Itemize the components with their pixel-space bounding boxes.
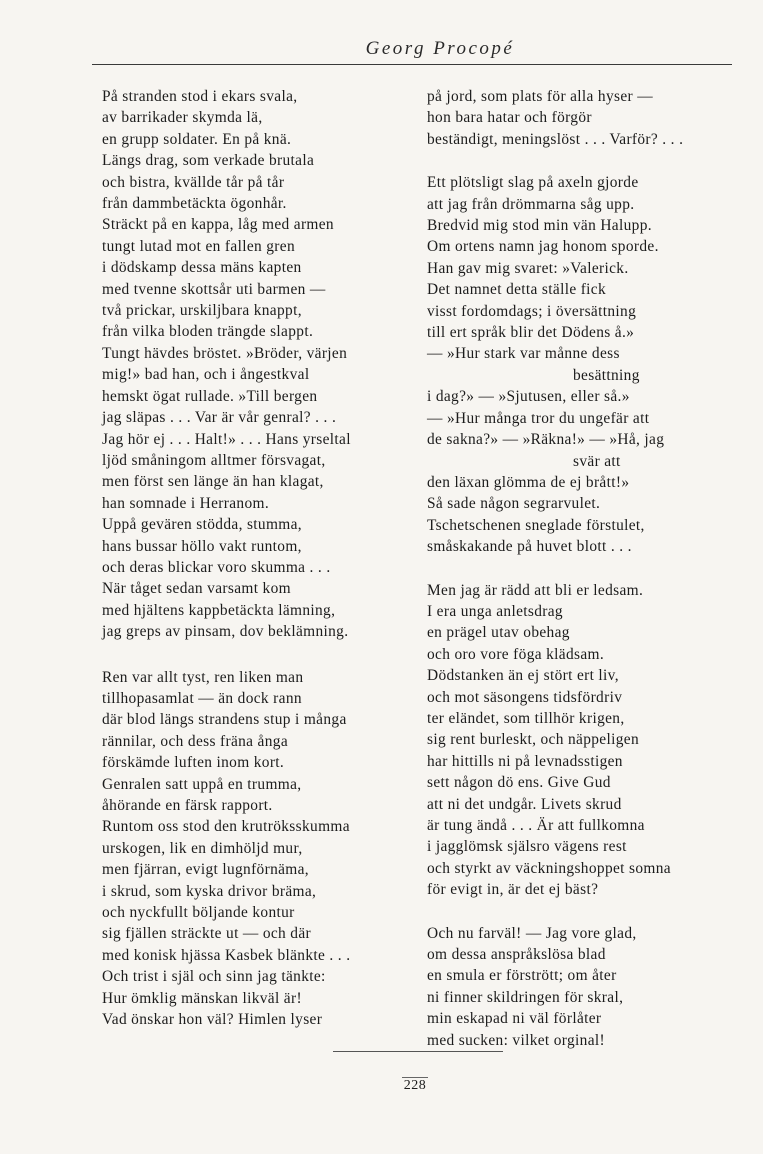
right-column — [427, 86, 747, 1051]
poem-line: med tvenne skottsår uti barmen — — [102, 280, 326, 298]
poem-line: hemskt ögat rullade. »Till bergen — [102, 387, 318, 405]
poem-line: i jagglömsk själsro vägens rest — [427, 838, 627, 856]
poem-line: Sträckt på en kappa, låg med armen — [102, 216, 334, 234]
poem-line: med hjältens kappbetäckta lämning, — [102, 601, 336, 619]
poem-line: besättning — [573, 366, 640, 384]
poem-line: en grupp soldater. En på knä. — [102, 130, 292, 148]
poem-line: till ert språk blir det Dödens å.» — [427, 324, 635, 342]
poem-line: mig!» bad han, och i ångestkval — [102, 366, 310, 384]
poem-line: med sucken: vilket orginal! — [427, 1031, 605, 1049]
poem-line: från dammbetäckta ögonhår. — [102, 195, 287, 213]
poem-line: Bredvid mig stod min vän Halupp. — [427, 217, 652, 235]
poem-line: i skrud, som kyska drivor bräma, — [102, 882, 317, 900]
poem-line: och nyckfullt böljande kontur — [102, 904, 295, 922]
header-rule — [92, 64, 732, 65]
poem-line: Men jag är rädd att bli er ledsam. — [427, 581, 644, 599]
poem-line: från vilka bloden trängde slappt. — [102, 323, 314, 341]
poem-line: i dödskamp dessa mäns kapten — [102, 259, 302, 277]
poem-line: sett någon dö ens. Give Gud — [427, 774, 611, 792]
poem-line: ter eländet, som tillhör krigen, — [427, 709, 625, 727]
poem-line: Om ortens namn jag honom sporde. — [427, 238, 659, 256]
left-column — [102, 86, 412, 1030]
poem-line: där blod längs strandens stup i många — [102, 711, 347, 729]
poem-line: Han gav mig svaret: »Valerick. — [427, 259, 629, 277]
poem-line: ljöd småningom alltmer försvagat, — [102, 451, 326, 469]
stanza — [102, 86, 412, 643]
poem-line: Vad önskar hon väl? Himlen lyser — [102, 1011, 323, 1029]
stanza-gap — [102, 643, 412, 667]
poem-line: två prickar, urskiljbara knappt, — [102, 302, 302, 320]
poem-line: men fjärran, evigt lugnförnäma, — [102, 861, 310, 879]
poem-line: en prägel utav obehag — [427, 624, 570, 642]
poem-line: min eskapad ni väl förlåter — [427, 1010, 602, 1028]
poem-line: visst fordomdags; i översättning — [427, 302, 637, 320]
footer-rule — [333, 1051, 503, 1052]
poem-line: av barrikader skymda lä, — [102, 109, 263, 127]
poem-line: och oro vore föga klädsam. — [427, 645, 605, 663]
poem-line: småskakande på huvet blott . . . — [427, 538, 632, 556]
poem-line: att ni det undgår. Livets skrud — [427, 795, 622, 813]
poem-line: jag greps av pinsam, dov beklämning. — [102, 623, 349, 641]
stanza-gap — [427, 558, 747, 580]
poem-line: Så sade någon segrarvulet. — [427, 495, 601, 513]
stanza — [427, 172, 747, 557]
poem-line: åhörande en färsk rapport. — [102, 797, 273, 814]
poem-line: hans bussar höllo vakt runtom, — [102, 537, 302, 555]
poem-line: — »Hur många tror du ungefär att — [427, 409, 650, 427]
poem-line: Hur ömklig mänskan likväl är! — [102, 989, 302, 1007]
poem-line: — »Hur stark var månne dess — [427, 345, 620, 363]
poem-line: och mot säsongens tidsfördriv — [427, 688, 623, 706]
page-number: 228 — [403, 1078, 427, 1093]
poem-line: Det namnet detta ställe fick — [427, 281, 607, 299]
poem-line: de sakna?» — »Räkna!» — »Hå, jag — [427, 431, 665, 449]
poem-line: i dag?» — »Sjutusen, eller så.» — [427, 388, 630, 406]
poem-line: Längs drag, som verkade brutala — [102, 152, 315, 170]
poem-line: och bistra, kvällde tår på tår — [102, 173, 285, 191]
stanza-gap — [427, 901, 747, 923]
poem-line: Genralen satt uppå en trumma, — [102, 775, 302, 793]
poem-line: den läxan glömma de ej brått!» — [427, 473, 630, 491]
poem-line: jag släpas . . . Var är vår genral? . . . — [102, 409, 337, 427]
poem-line: att jag från drömmarna såg upp. — [427, 195, 635, 213]
poem-line: På stranden stod i ekars svala, — [102, 88, 298, 105]
poem-line: Tungt hävdes bröstet. »Bröder, värjen — [102, 344, 348, 362]
poem-line: Runtom oss stod den krutröksskumma — [102, 818, 350, 836]
running-header: Georg Procopé — [365, 38, 515, 59]
poem-line: är tung ändå . . . Är att fullkomna — [427, 817, 645, 834]
poem-line: svär att — [573, 452, 621, 470]
poem-line: Och nu farväl! — Jag vore glad, — [427, 924, 637, 942]
poem-line: tillhopasamlat — än dock rann — [102, 689, 302, 707]
poem-line: en smula er förstrött; om åter — [427, 967, 617, 985]
poem-line: med konisk hjässa Kasbek blänkte . . . — [102, 946, 351, 964]
poem-line: Jag hör ej . . . Halt!» . . . Hans yrseltal — [102, 430, 351, 448]
stanza — [427, 86, 747, 150]
stanza — [427, 580, 747, 901]
poem-line: hon bara hatar och förgör — [427, 109, 592, 127]
poem-line: beständigt, meningslöst . . . Varför? . . . — [427, 130, 684, 148]
poem-line: för evigt in, är det ej bäst? — [427, 881, 599, 899]
poem-line: Ren var allt tyst, ren liken man — [102, 668, 304, 686]
poem-line: på jord, som plats för alla hyser — — [427, 88, 653, 105]
poem-line: urskogen, lik en dimhöljd mur, — [102, 839, 303, 857]
poem-line: Uppå gevären stödda, stumma, — [102, 516, 302, 534]
stanza — [102, 667, 412, 1031]
poem-line: om dessa anspråkslösa blad — [427, 946, 606, 964]
stanza-gap — [427, 150, 747, 172]
poem-line: Och trist i själ och sinn jag tänkte: — [102, 968, 326, 986]
poem-line: sig fjällen sträckte ut — och där — [102, 925, 311, 943]
poem-line: tungt lutad mot en fallen gren — [102, 237, 296, 255]
stanza — [427, 923, 747, 1051]
poem-line: I era unga anletsdrag — [427, 602, 563, 620]
poem-line: rännilar, och dess fräna ånga — [102, 732, 289, 750]
poem-line: förskämde luften inom kort. — [102, 754, 285, 772]
poem-line: har hittills ni på levnadsstigen — [427, 752, 623, 770]
poem-line: han somnade i Herranom. — [102, 494, 270, 512]
poem-line: När tåget sedan varsamt kom — [102, 580, 291, 598]
poem-line: Ett plötsligt slag på axeln gjorde — [427, 174, 639, 192]
poem-line: Dödstanken än ej stört ert liv, — [427, 667, 619, 685]
poem-line: Tschetschenen sneglade förstulet, — [427, 516, 645, 534]
poem-line: ni finner skildringen för skral, — [427, 988, 624, 1006]
poem-line: men först sen länge än han klagat, — [102, 473, 324, 491]
poem-line: sig rent burleskt, och näppeligen — [427, 731, 640, 749]
poem-line: och deras blickar voro skumma . . . — [102, 558, 331, 576]
poem-line: och styrkt av väckningshoppet somna — [427, 859, 671, 877]
